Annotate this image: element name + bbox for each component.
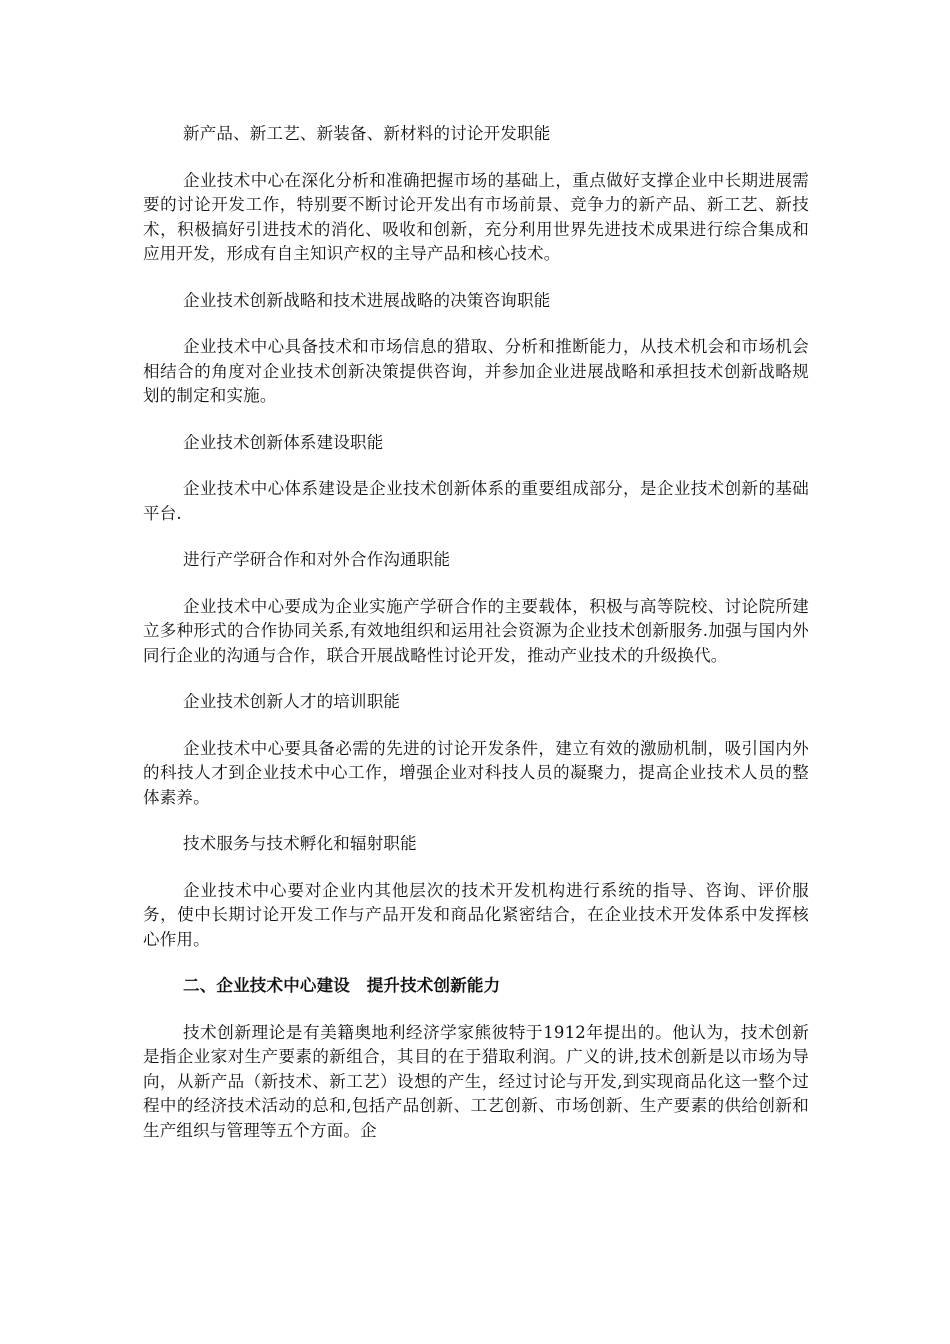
chapter-title: 二、企业技术中心建设 提升技术创新能力 — [183, 976, 501, 995]
section-body: 企业技术中心体系建设是企业技术创新体系的重要组成部分，是企业技术创新的基础平台. — [143, 479, 809, 523]
section-body: 企业技术中心要成为企业实施产学研合作的主要载体，积极与高等院校、讨论院所建立多种形式的合作协同关系,有效地组织和运用社会资源为企业技术创新服务.加强与国内外同行企业的沟通与合作，联合开展战略性讨论开发，推动产业技术的升级换代。 — [143, 596, 809, 665]
section-body: 企业技术中心在深化分析和准确把握市场的基础上，重点做好支撑企业中长期进展需要的讨论开发工作，特别要不断讨论开发出有市场前景、竞争力的新产品、新工艺、新技术，积极搞好引进技术的消化、吸收和创新，充分利用世界先进技术成果进行综合集成和应用开发，形成有自主知识产权的主导产品和核心技术。 — [143, 170, 809, 263]
chapter-body: 技术创新理论是有美籍奥地利经济学家熊彼特于1912年提出的。他认为，技术创新是指企业家对生产要素的新组合，其目的在于猎取利润。广义的讲,技术创新是以市场为导向，从新产品（新技术、新工艺）设想的产生，经过讨论与开发,到实现商品化这一整个过程中的经济技术活动的总和,包括产品创新、工艺创新、市场创新、生产要素的供给创新和生产组织与管理等五个方面。企 — [143, 1022, 809, 1140]
section-heading: 新产品、新工艺、新装备、新材料的讨论开发职能 — [183, 124, 551, 143]
section-heading: 企业技术创新体系建设职能 — [183, 432, 384, 452]
section-heading: 企业技术创新战略和技术进展战略的决策咨询职能 — [183, 290, 551, 310]
section-heading: 进行产学研合作和对外合作沟通职能 — [183, 550, 451, 569]
section-body: 企业技术中心具备技术和市场信息的猎取、分析和推断能力，从技术机会和市场机会相结合的角度对企业技术创新决策提供咨询，并参加企业进展战略和承担技术创新战略规划的制定和实施。 — [143, 337, 809, 405]
section-heading: 技术服务与技术孵化和辐射职能 — [183, 834, 417, 853]
document-page — [143, 122, 809, 1143]
section-heading: 企业技术创新人才的培训职能 — [183, 692, 401, 711]
section-body: 企业技术中心要对企业内其他层次的技术开发机构进行系统的指导、咨询、评价服务，使中长期讨论开发工作与产品开发和商品化紧密结合，在企业技术开发体系中发挥核心作用。 — [143, 880, 809, 949]
section-body: 企业技术中心要具备必需的先进的讨论开发条件，建立有效的激励机制，吸引国内外的科技人才到企业技术中心工作，增强企业对科技人员的凝聚力，提高企业技术人员的整体素养。 — [143, 738, 809, 807]
